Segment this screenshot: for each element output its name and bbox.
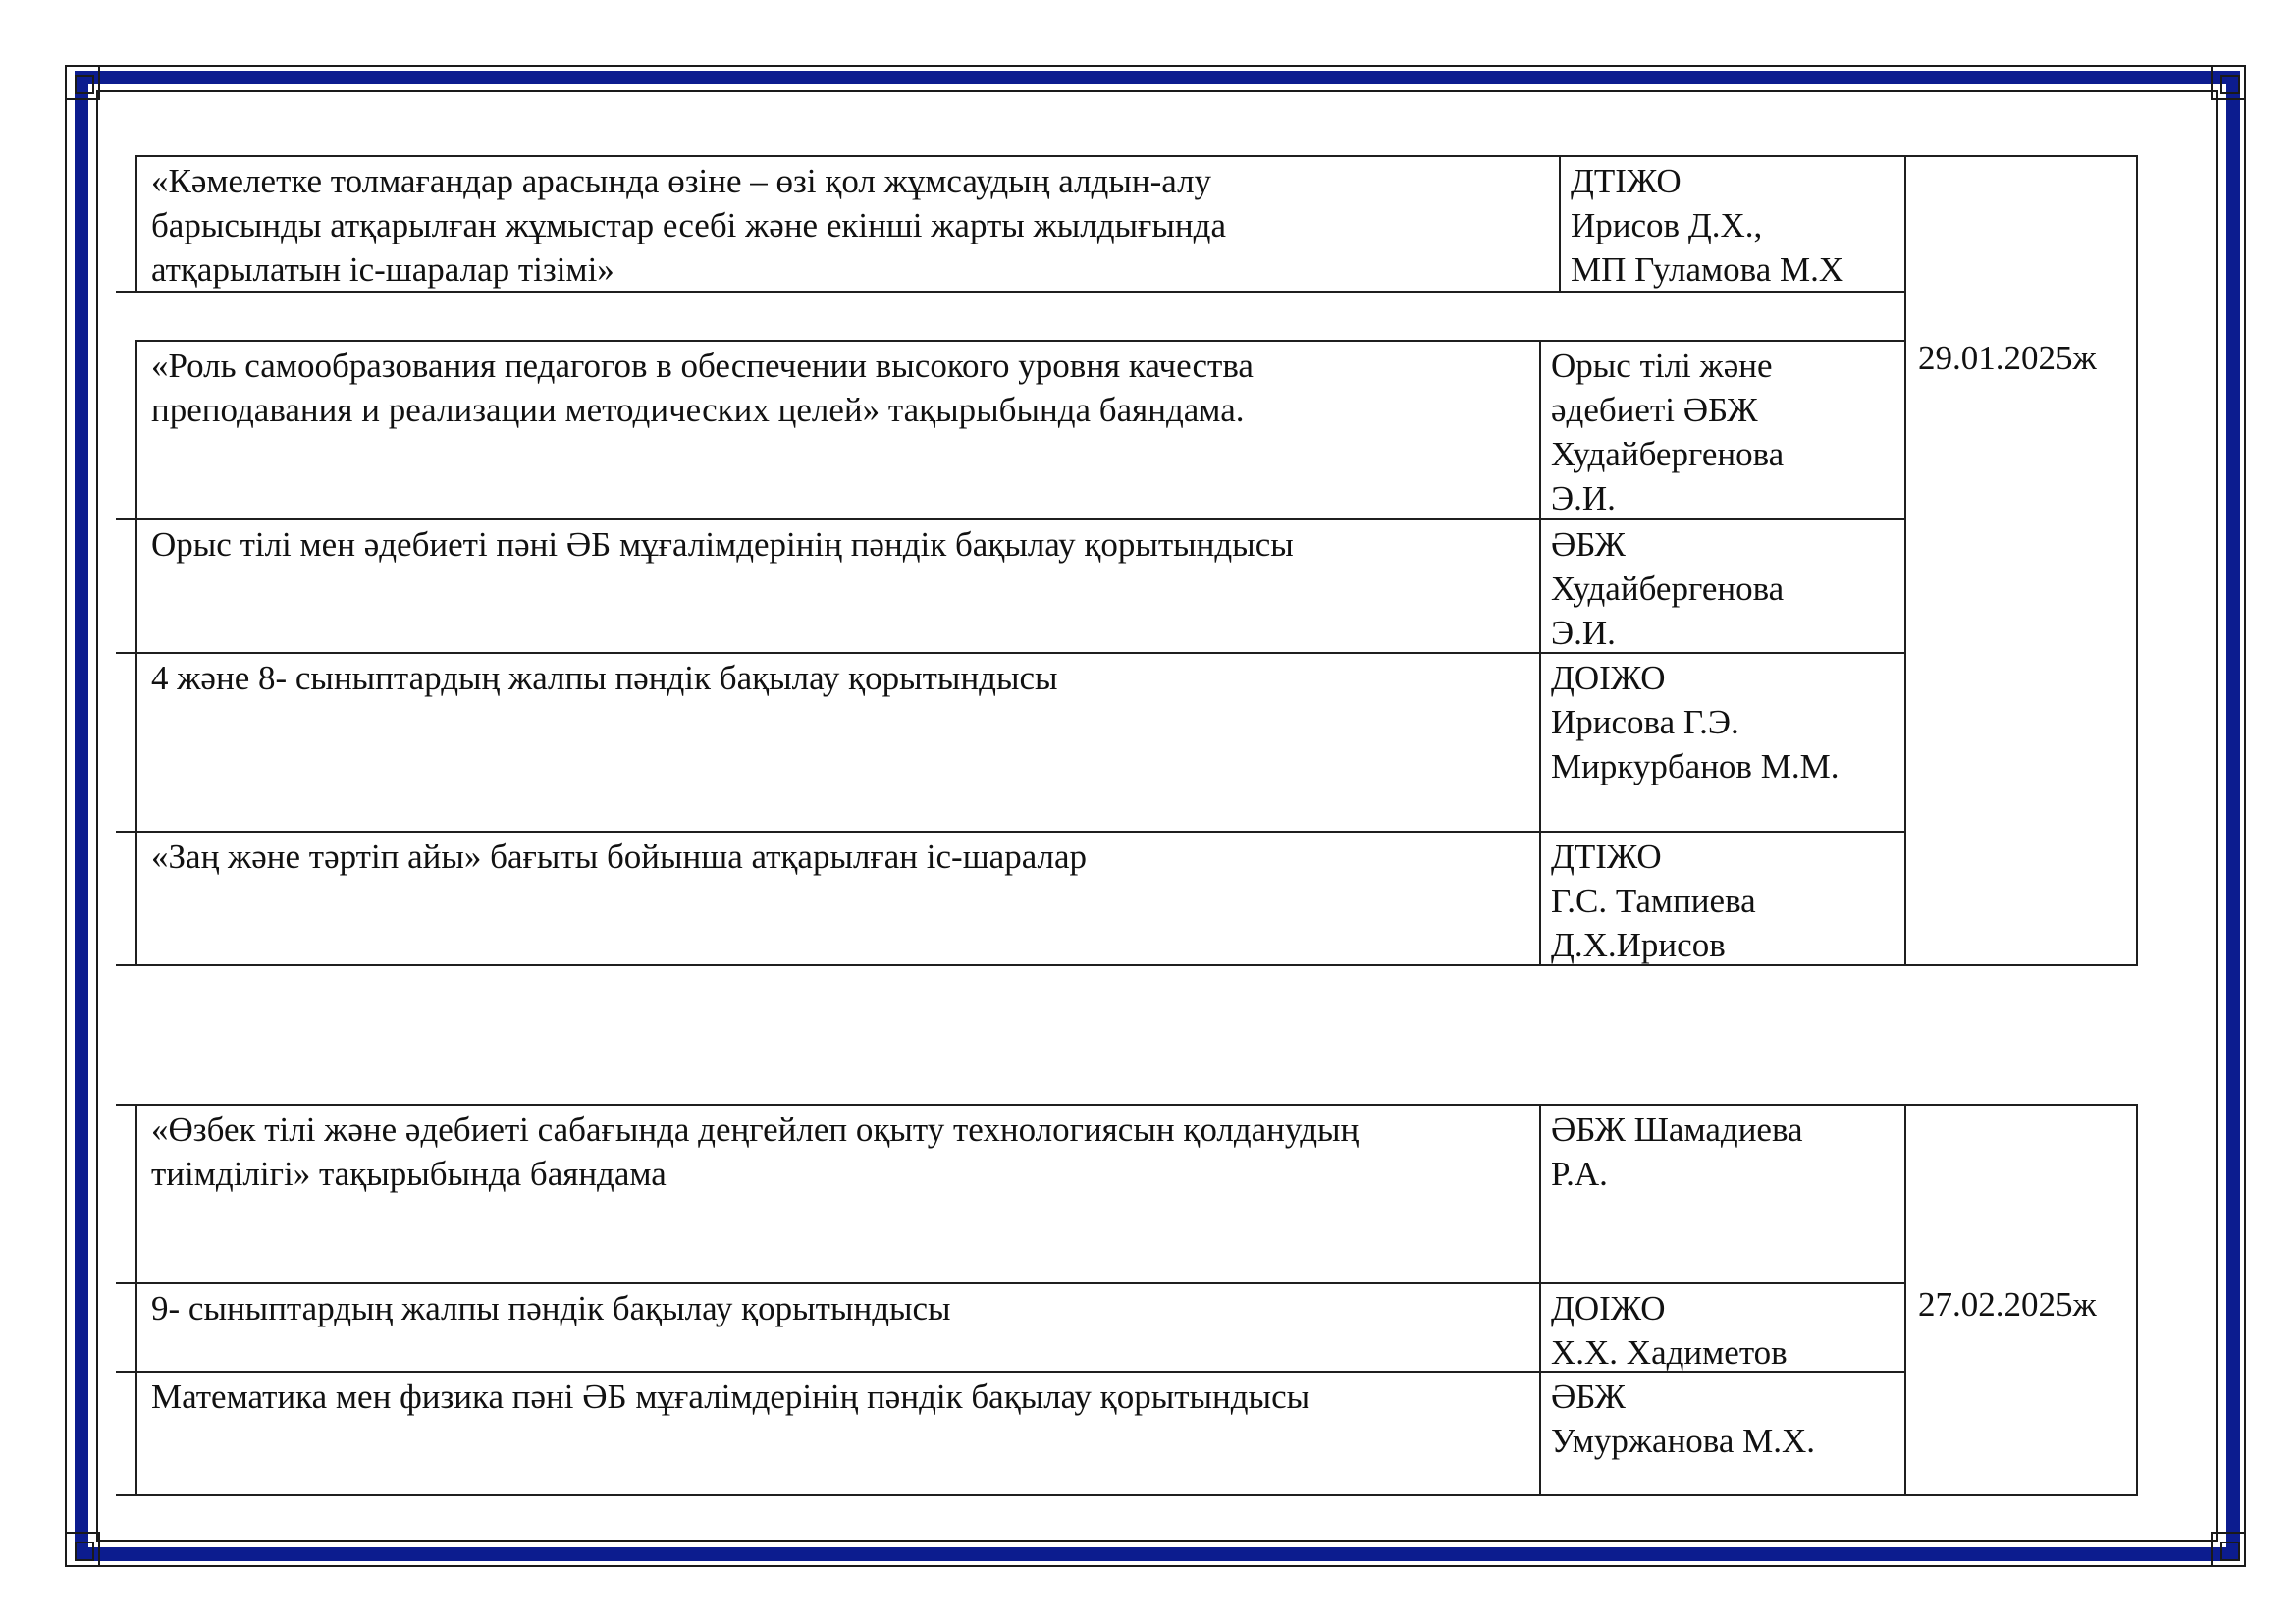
- table-row-topic: «Өзбек тілі және әдебиеті сабағында деңгейлеп оқыту технологиясын қолданудың тиімділігі» тақырыбында баяндама: [151, 1110, 1360, 1193]
- frame-corner-top-left: [65, 65, 100, 100]
- table-row-responsible: ДТІЖО Г.С. Тампиева Д.Х.Ирисов: [1551, 838, 1756, 964]
- table-row-topic: «Кәмелетке толмағандар арасында өзіне – өзі қол жұмсаудың алдын-алу барысынды атқарылған жұмыстар есебі және екінші жарты жылдығында атқарылатын іс-шаралар тізімі»: [151, 162, 1226, 289]
- session-vi-label: [116, 972, 508, 1017]
- table-row-responsible: ӘБЖ Худайбергенова Э.И.: [1551, 525, 1785, 652]
- frame-corner-bottom-left: [65, 1532, 100, 1567]
- table-row-topic: Математика мен физика пәні ӘБ мұғалімдерінің пәндік бақылау қорытындысы: [151, 1378, 1310, 1416]
- frame-corner-top-right: [2211, 65, 2246, 100]
- table-row-topic: «Заң және тәртіп айы» бағыты бойынша атқарылған іс-шаралар: [151, 838, 1088, 876]
- table-row-responsible: ДОІЖО Ирисова Г.Э. Миркурбанов М.М.: [1551, 659, 1840, 785]
- table-row-topic: «Роль самообразования педагогов в обеспечении высокого уровня качества преподавания и реализации методических целей» тақырыбында баяндама.: [151, 347, 1254, 429]
- table-row-topic: Орыс тілі мен әдебиеті пәні ӘБ мұғалімдерінің пәндік бақылау қорытындысы: [151, 525, 1294, 564]
- table-row-responsible: ДТІЖО Ирисов Д.Х., МП Гуламова М.Х: [1571, 162, 1844, 289]
- table-row-topic: 9- сыныптардың жалпы пәндік бақылау қорытындысы: [151, 1289, 951, 1327]
- frame-corner-bottom-right: [2211, 1532, 2246, 1567]
- session-v-label: [116, 298, 508, 343]
- table-row-responsible: ӘБЖ Умуржанова М.Х.: [1551, 1378, 1816, 1460]
- table-row-responsible: Орыс тілі және әдебиеті ӘБЖ Худайбергенова Э.И.: [1551, 347, 1785, 517]
- session-v-date: 29.01.2025ж: [1918, 339, 2097, 377]
- table-row-topic: 4 және 8- сыныптардың жалпы пәндік бақылау қорытындысы: [151, 659, 1058, 697]
- session-vi-date: 27.02.2025ж: [1918, 1285, 2097, 1324]
- table-row-responsible: ДОІЖО Х.Х. Хадиметов: [1551, 1289, 1788, 1372]
- table-row-responsible: ӘБЖ Шамадиева Р.А.: [1551, 1110, 1803, 1193]
